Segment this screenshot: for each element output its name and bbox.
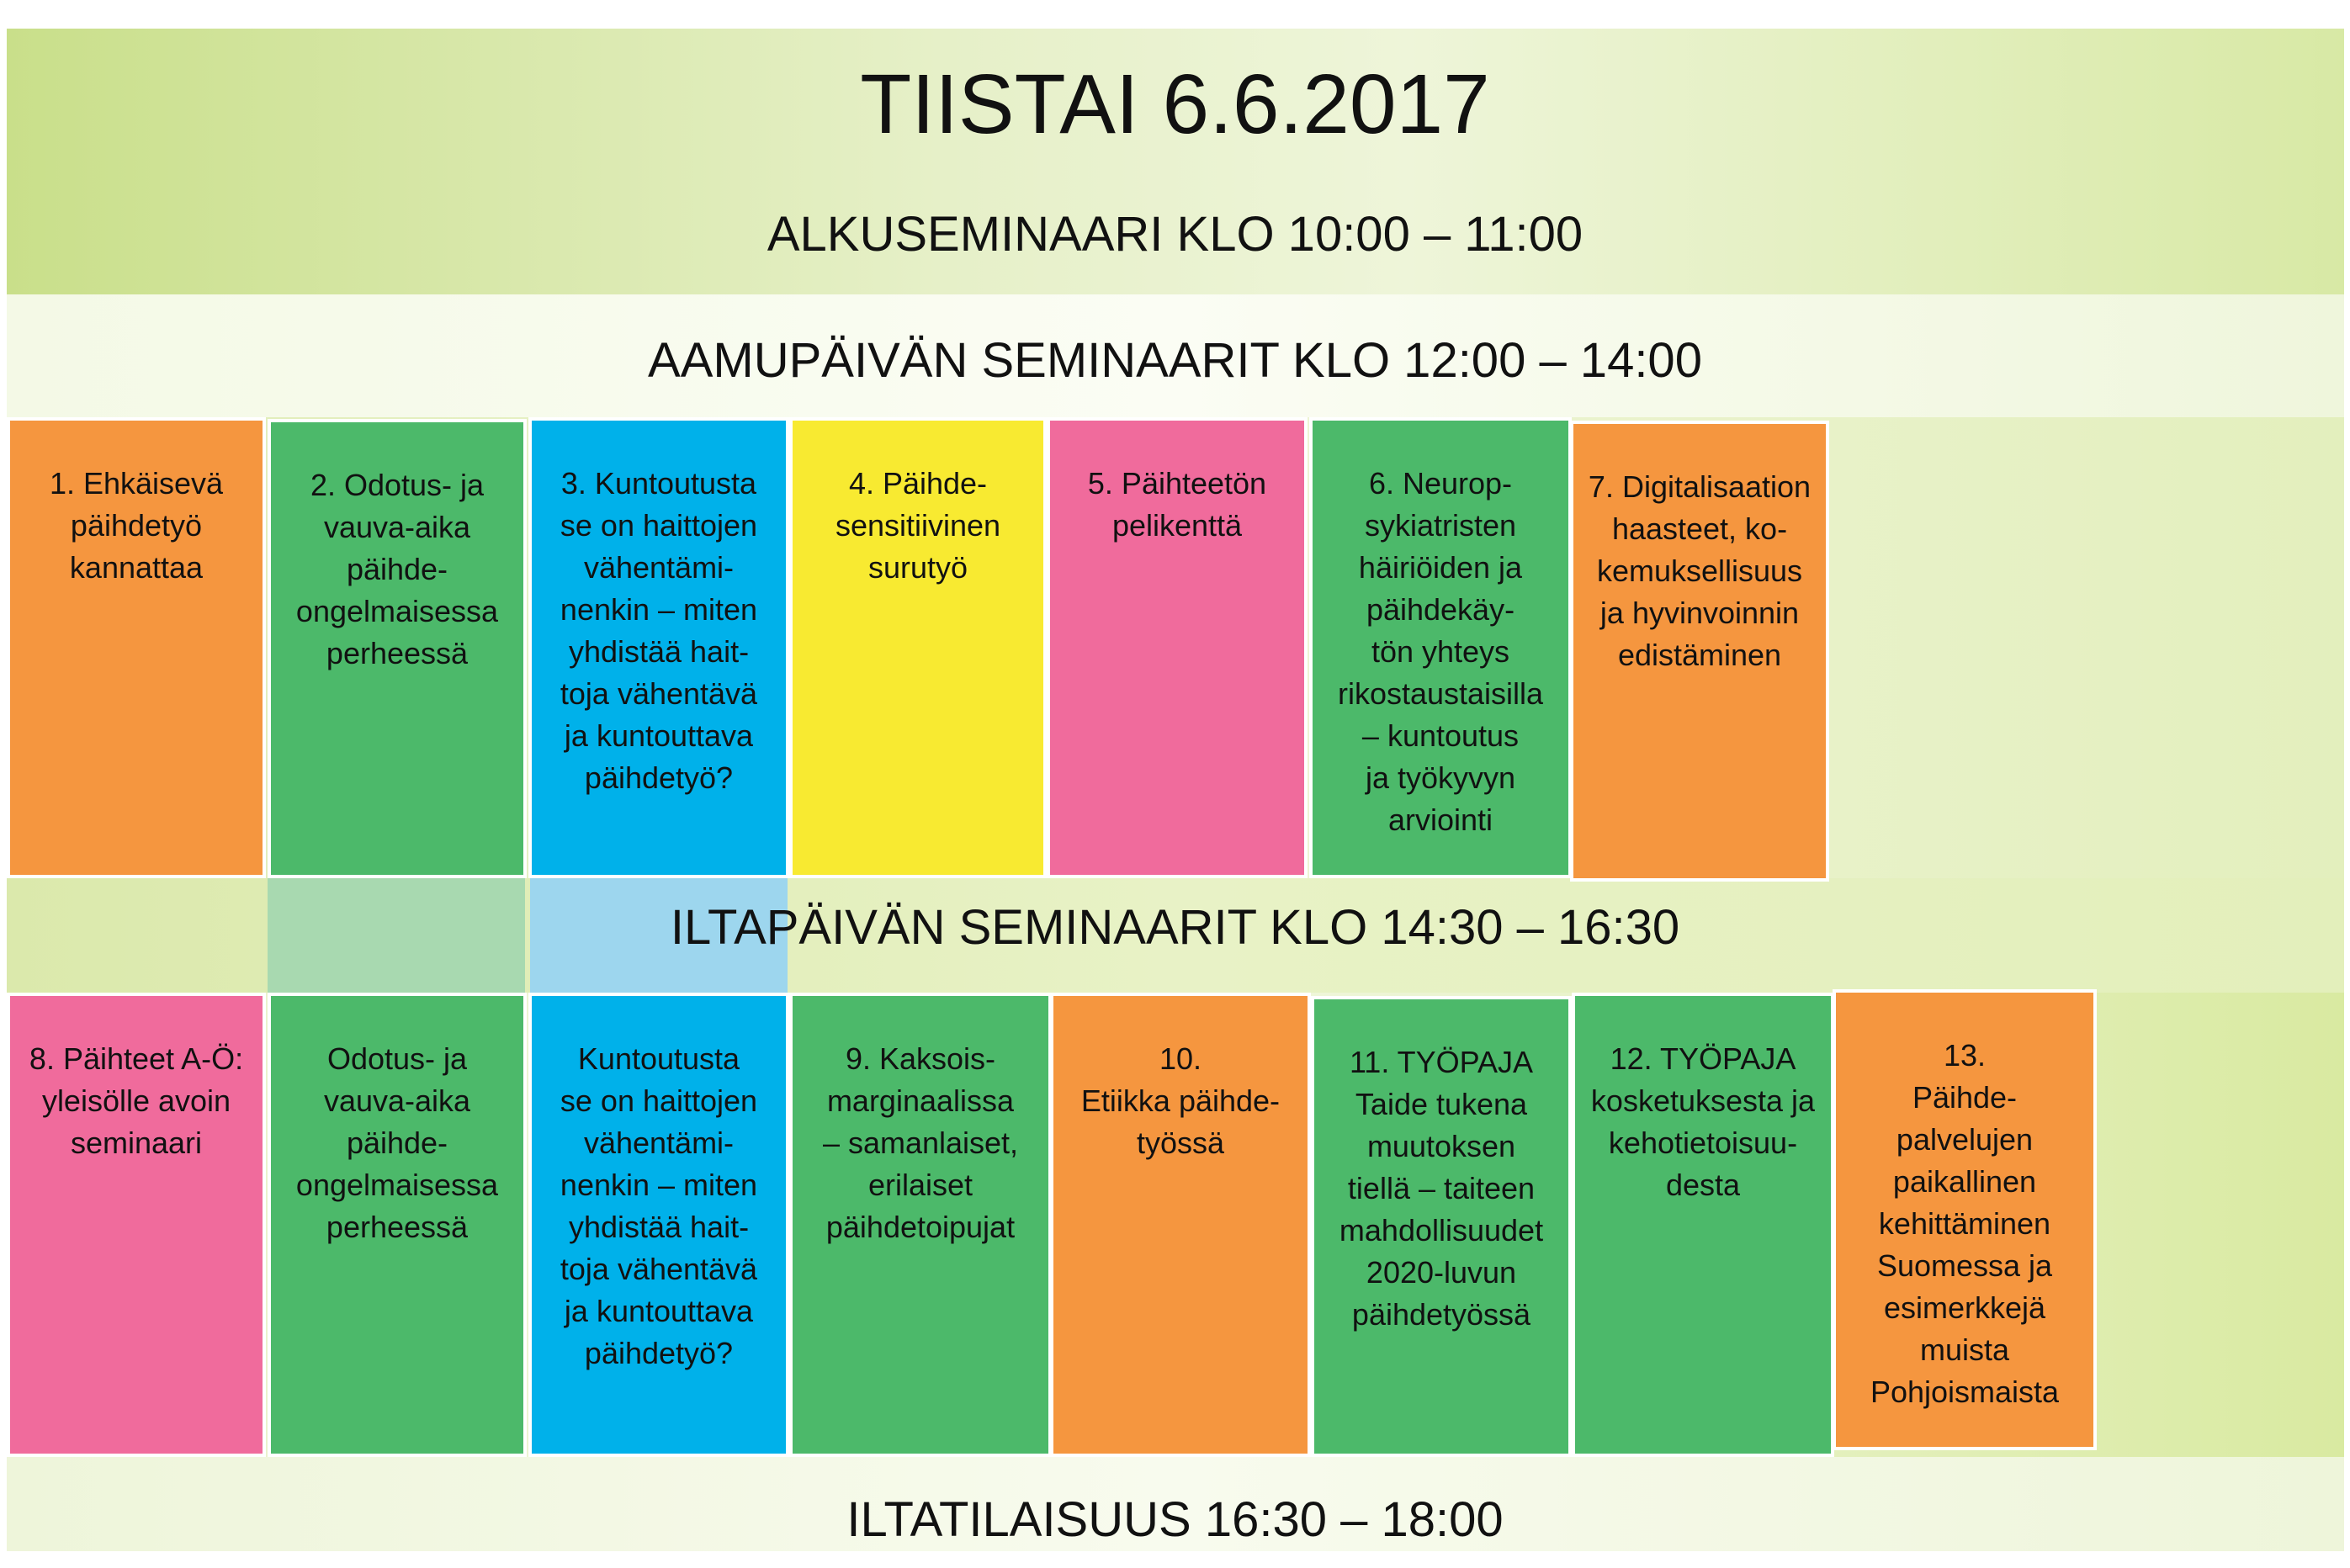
- page-title: TIISTAI 6.6.2017: [860, 57, 1490, 151]
- afternoon-session-3-repeat: [528, 993, 789, 1457]
- session-title: 8. Päihteet A-Ö: yleisölle avoin seminaari: [29, 1041, 244, 1160]
- afternoon-seminars-heading: ILTAPÄIVÄN SEMINAARIT KLO 14:30 – 16:30: [670, 900, 1680, 955]
- session-title: 3. Kuntoutusta se on haittojen vähentämi- nenkin – miten yhdistää hait- toja vähentävä ja kuntouttava päihdetyö?: [560, 466, 758, 795]
- afternoon-session-11: [1311, 996, 1572, 1457]
- session-title: Odotus- ja vauva-aika päihde- ongelmaisessa perheessä: [295, 1041, 499, 1244]
- session-title: 12. TYÖPAJA kosketuksesta ja kehotietoisuu- desta: [1590, 1041, 1816, 1202]
- evening-event-heading: ILTATILAISUUS 16:30 – 18:00: [846, 1492, 1504, 1547]
- opening-seminar-heading: ALKUSEMINAARI KLO 10:00 – 11:00: [767, 207, 1583, 262]
- morning-session-3: [528, 417, 789, 878]
- session-title: 5. Päihteetön pelikenttä: [1087, 466, 1267, 543]
- morning-session-7: [1570, 421, 1829, 882]
- morning-seminars-heading: AAMUPÄIVÄN SEMINAARIT KLO 12:00 – 14:00: [648, 333, 1702, 388]
- afternoon-session-12: [1572, 993, 1834, 1457]
- afternoon-session-13: [1833, 989, 2097, 1450]
- afternoon-session-9: [789, 993, 1052, 1457]
- session-title: 1. Ehkäisevä päihdetyö kannattaa: [49, 466, 224, 585]
- session-title: 11. TYÖPAJA Taide tukena muutoksen tiellä – taiteen mahdollisuudet 2020-luvun päihdetyössä: [1339, 1045, 1544, 1332]
- session-title: 9. Kaksois- marginaalissa – samanlaiset, erilaiset päihdetoipujat: [822, 1041, 1019, 1244]
- morning-session-4: [789, 417, 1047, 878]
- session-title: 7. Digitalisaation haasteet, ko- kemuksellisuus ja hyvinvoinnin edistäminen: [1588, 469, 1812, 672]
- session-title: 4. Päihde- sensitiivinen surutyö: [835, 466, 1001, 585]
- afternoon-session-8: [7, 993, 266, 1457]
- session-title: Kuntoutusta se on haittojen vähentämi- nenkin – miten yhdistää hait- toja vähentävä ja kuntouttava päihdetyö?: [560, 1041, 758, 1370]
- morning-session-5: [1047, 417, 1308, 878]
- morning-session-6: [1309, 417, 1572, 878]
- session-title: 6. Neurop- sykiatristen häiriöiden ja päihdekäy- tön yhteys rikostaustaisilla – kuntoutus ja työkyvyn arviointi: [1337, 466, 1544, 837]
- morning-session-2: [268, 419, 527, 878]
- morning-session-1: [7, 417, 266, 878]
- session-title: 2. Odotus- ja vauva-aika päihde- ongelmaisessa perheessä: [295, 468, 499, 670]
- session-title: 10. Etiikka päihde- työssä: [1080, 1041, 1281, 1160]
- afternoon-session-2-repeat: [268, 993, 527, 1457]
- afternoon-session-10: [1050, 993, 1311, 1457]
- session-title: 13. Päihde- palvelujen paikallinen kehittäminen Suomessa ja esimerkkejä muista Pohjoismaista: [1870, 1038, 2060, 1409]
